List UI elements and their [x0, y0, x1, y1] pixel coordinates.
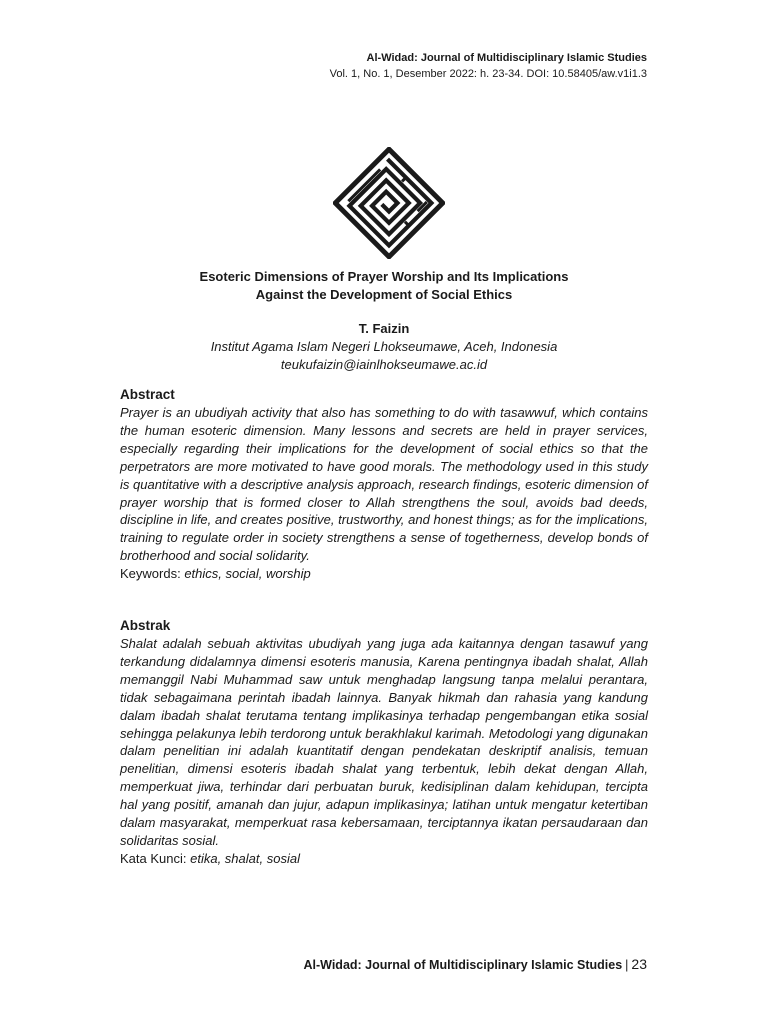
footer-journal-name: Al-Widad: Journal of Multidisciplinary Islamic Studies [303, 958, 623, 972]
kufic-square-logo-icon [333, 147, 445, 259]
logo-graphic [333, 147, 445, 259]
footer-separator: | [625, 958, 629, 972]
title-line-2: Against the Development of Social Ethics [255, 287, 513, 302]
header-citation: Vol. 1, No. 1, Desember 2022: h. 23-34. DOI: 10.58405/aw.v1i1.3 [329, 68, 647, 80]
abstrak-text: Shalat adalah sebuah aktivitas ubudiyah yang juga ada kaitannya dengan tasawuf yang terkandung didalamnya dimensi esoteris manusia, Karena pentingnya ibadah shalat, Allah memanggil Nabi Muhammad saw untuk menghadap langsung tanpa melalui perantara, tidak sebagaimana perintah ibadah lainnya. Banyak hikmah dan rahasia yang kandung dalam ibadah shalat terutama tentang implikasinya terhadap pengembangan etika sosial sehingga pelakunya lebih terdorong untuk berakhlakul karimah. Metodologi yang digunakan dalam penelitian ini adalah kuantitatif dengan pendekatan deskriptif analisis, temuan penelitian, dimensi esoteris ibadah shalat yang terbentuk, lebih dekat dengan Allah, memperkuat jiwa, terhindar dari perbuatan buruk, kedisiplinan dalam kehidupan, tercipta hal yang positif, amanah dan jujur, adapun implikasinya; latihan untuk mengatur ketertiban dalam masyarakat, memperkuat rasa kebersamaan, terciptannya ikatan persaudaraan dan solidaritas sosial. [120, 636, 648, 848]
author-name: T. Faizin [358, 321, 410, 336]
kata-kunci-line [120, 850, 648, 868]
abstract-heading: Abstract [120, 387, 175, 402]
abstract-english [120, 386, 648, 583]
author-email: teukufaizin@iainlhokseumawe.ac.id [280, 357, 488, 372]
running-header [330, 50, 647, 82]
author-affiliation: Institut Agama Islam Negeri Lhokseumawe, Aceh, Indonesia [210, 339, 558, 354]
abstract-text: Prayer is an ubudiyah activity that also has something to do with tasawwuf, which contains the human esoteric dimension. Many lessons and secrets are held in prayer services, especially regarding their implications for the development of social ethics so that the perpetrators are more motivated to have good morals. The methodology used in this study is quantitative with a descriptive analysis approach, research findings, esoteric dimension of prayer worship that is formed closer to Allah strengthens the soul, avoids bad deeds, discipline in life, and creates positive, trustworthy, and honest things; as for the implications, training to regulate order in society strengthens a sense of togetherness, develop bonds of brotherhood and social solidarity. [120, 405, 648, 564]
kata-kunci-values: etika, shalat, sosial [190, 850, 300, 866]
author-block [120, 320, 648, 374]
keywords-values: ethics, social, worship [184, 566, 311, 582]
page-number: 23 [631, 956, 647, 972]
keywords-label: Keywords: [120, 566, 181, 582]
keywords-line [120, 565, 648, 583]
paper-title [120, 268, 648, 304]
title-line-1: Esoteric Dimensions of Prayer Worship and Its Implications [199, 269, 569, 284]
kata-kunci-label: Kata Kunci: [120, 850, 187, 866]
page-footer [303, 955, 647, 974]
header-journal-name: Al-Widad: Journal of Multidisciplinary Islamic Studies [366, 52, 647, 64]
abstrak-heading: Abstrak [120, 618, 171, 633]
abstract-indonesian [120, 617, 648, 868]
